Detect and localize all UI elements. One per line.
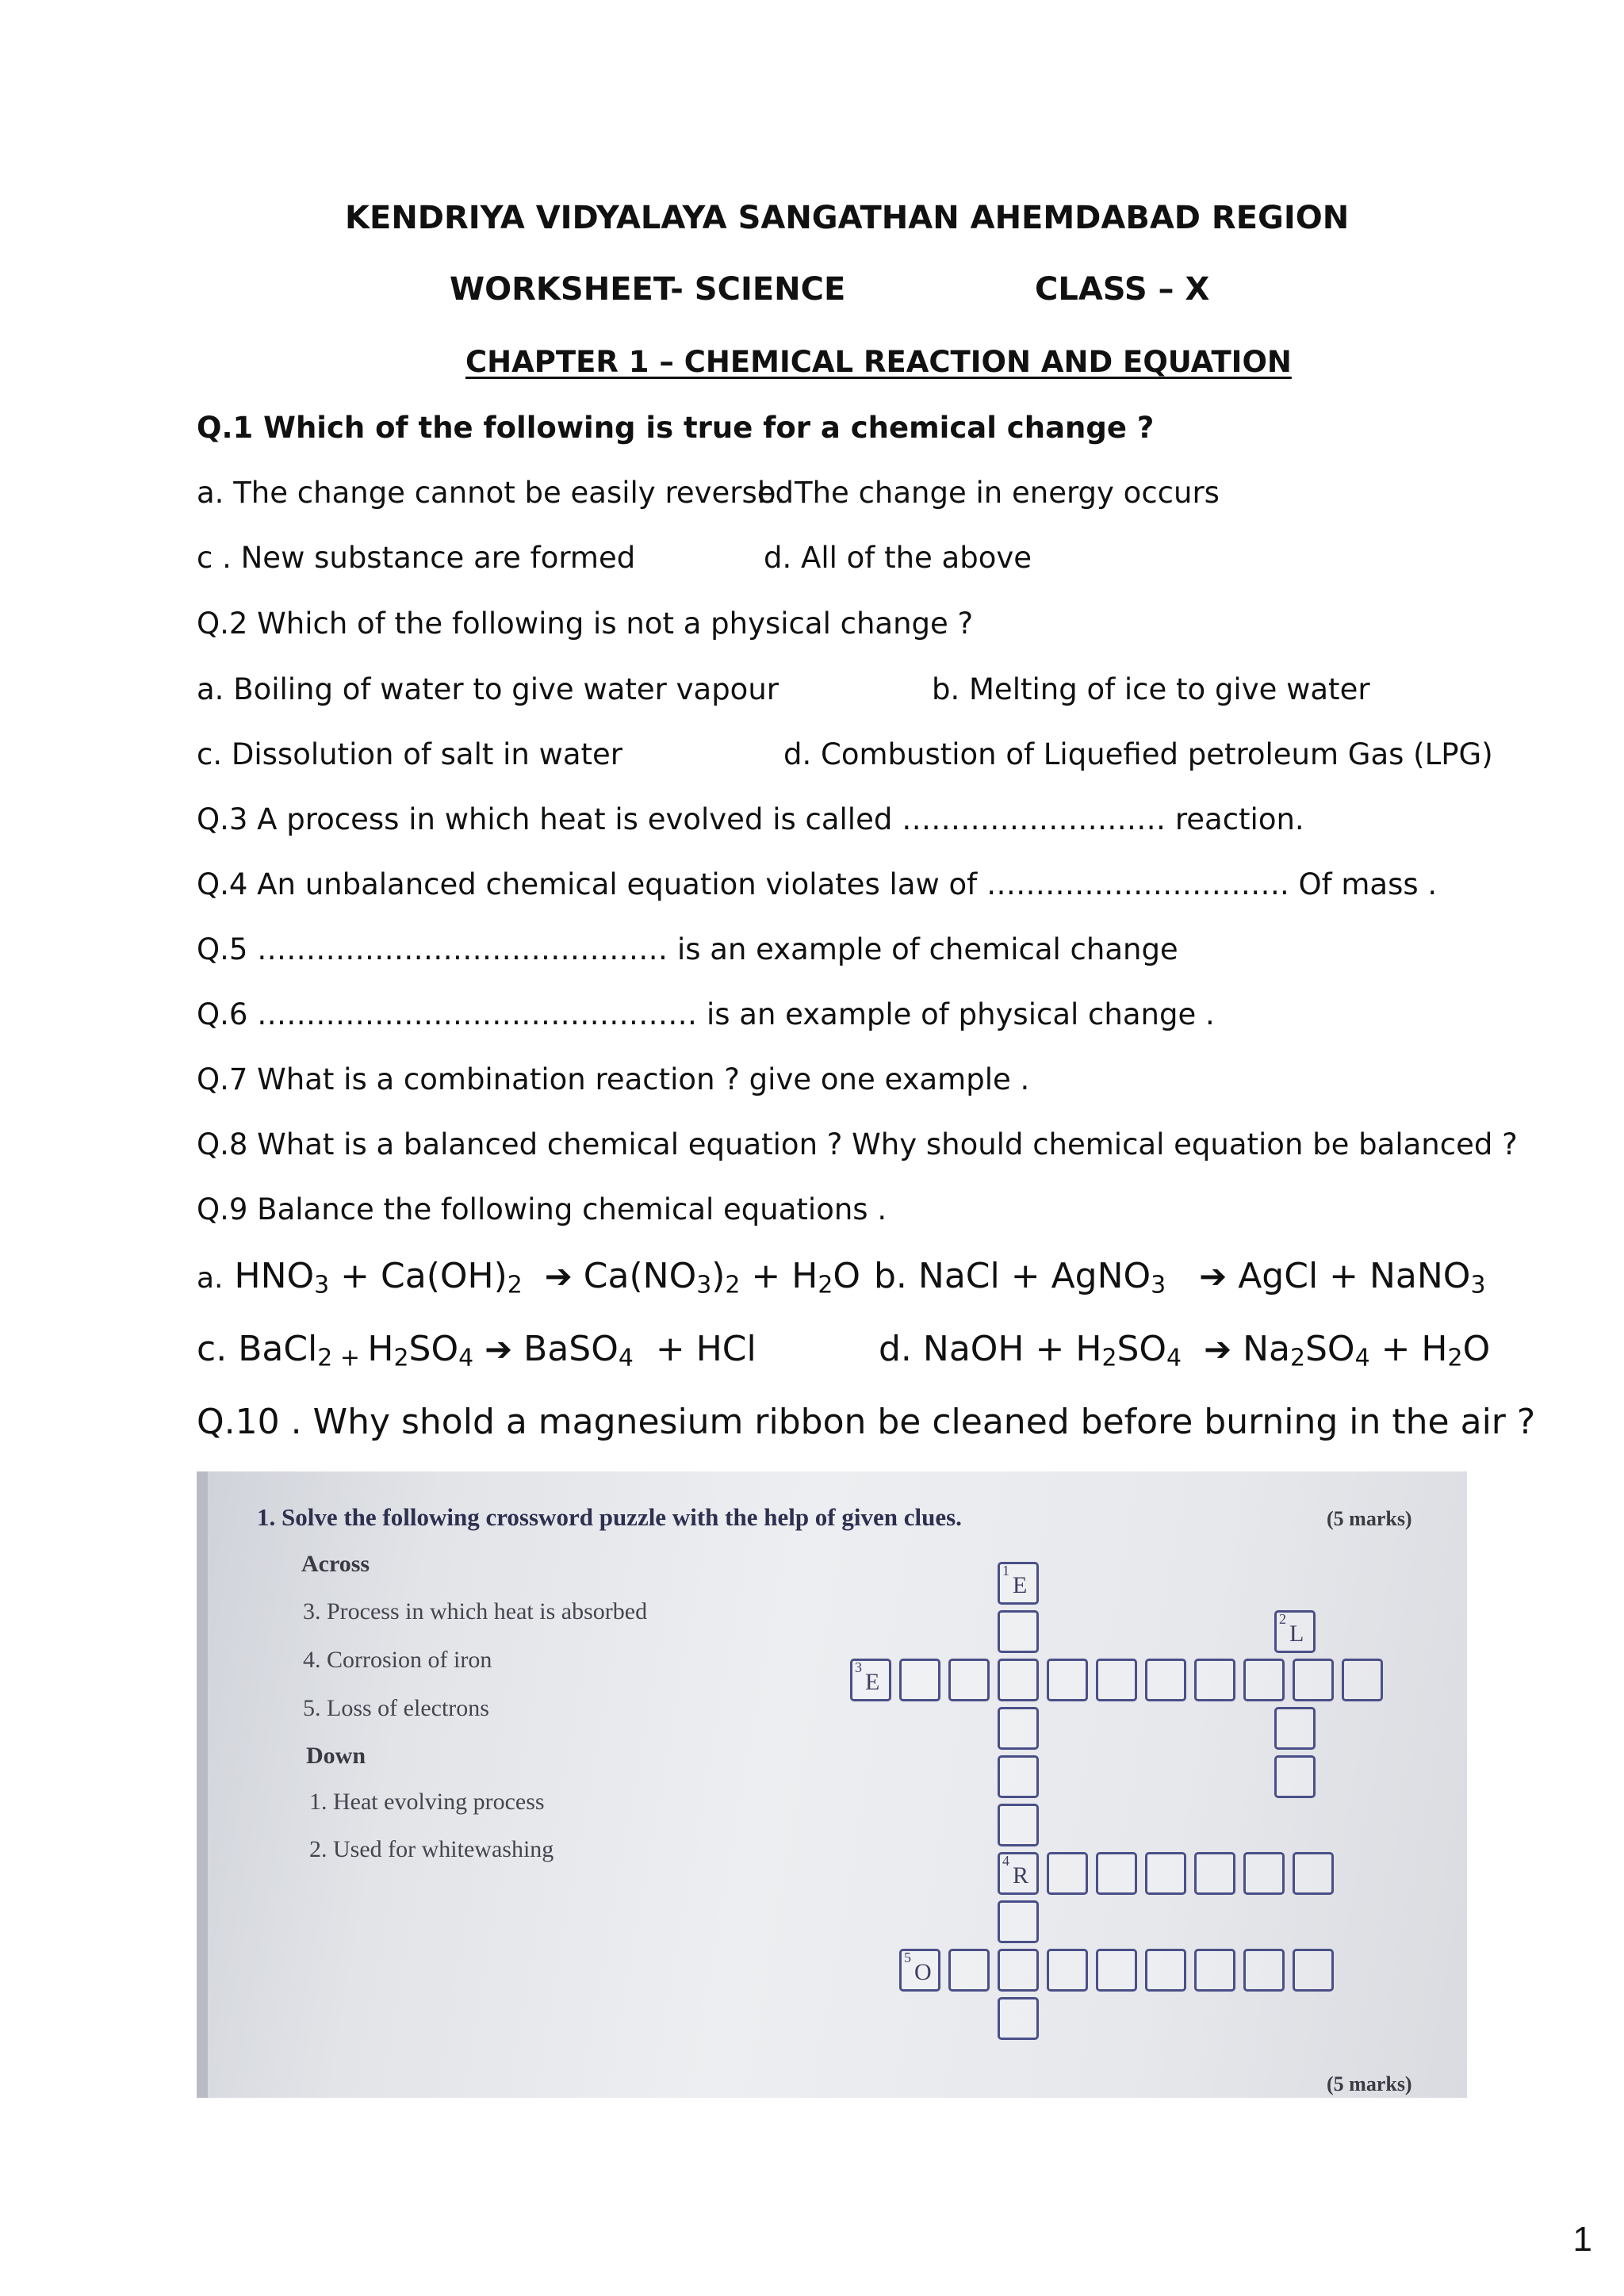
cell-letter-l: L <box>1289 1621 1304 1647</box>
across-clue-3: 3. Process in which heat is absorbed <box>303 1598 648 1624</box>
question-4: Q.4 An unbalanced chemical equation violates law of …………………………. Of mass . <box>197 867 1438 901</box>
cell-letter-o: O <box>914 1959 932 1985</box>
equation-c-formula: BaCl$_{2 +}$ $H_2SO_4$ ➔ BaSO$_4$ + HCl <box>238 1329 756 1372</box>
cell-letter-e: E <box>865 1669 880 1695</box>
question-10: Q.10 . Why shold a magnesium ribbon be cleaned before burning in the air ? <box>197 1402 1536 1442</box>
crossword-cell[interactable] <box>998 1900 1039 1943</box>
q1-option-c: c . New substance are formed <box>197 541 636 575</box>
crossword-cell[interactable] <box>1096 1659 1137 1701</box>
crossword-cell[interactable] <box>1145 1659 1186 1701</box>
crossword-cell[interactable] <box>1274 1755 1316 1798</box>
crossword-cell[interactable] <box>1194 1949 1235 1992</box>
question-6: Q.6 ……………………………………… is an example of physical change . <box>197 997 1215 1031</box>
class-title: CLASS – X <box>1035 271 1210 308</box>
equation-b-formula: NaCl + AgNO$_3$ ➔ AgCl + NaNO$_3$ <box>917 1256 1486 1299</box>
crossword-cell[interactable] <box>1274 1610 1316 1653</box>
question-5: Q.5 …………………………………… is an example of chemical change <box>197 932 1178 966</box>
crossword-title: 1. Solve the following crossword puzzle with the help of given clues. <box>257 1503 962 1531</box>
crossword-marks: (5 marks) <box>1327 1507 1412 1530</box>
cell-number-4: 4 <box>1002 1853 1009 1869</box>
crossword-cell[interactable] <box>998 1659 1039 1701</box>
question-3: Q.3 A process in which heat is evolved is called ……………………… reaction. <box>197 802 1304 836</box>
question-1: Q.1 Which of the following is true for a chemical change ? <box>197 411 1155 445</box>
crossword-cell[interactable] <box>1243 1949 1285 1992</box>
crossword-cell[interactable] <box>850 1659 891 1701</box>
equation-c-label: c. <box>197 1329 228 1369</box>
chapter-title: CHAPTER 1 – CHEMICAL REACTION AND EQUATION <box>465 345 1292 379</box>
q1-option-b: b. The change in energy occurs <box>757 476 1220 510</box>
equation-a-formula: $HNO_3 + Ca(OH)_2$ ➔ $Ca(NO_3)_2 + H_2O$ <box>234 1256 861 1299</box>
crossword-cell[interactable] <box>998 1949 1039 1992</box>
crossword-cell[interactable] <box>1274 1707 1316 1750</box>
crossword-photo <box>197 1471 1467 2098</box>
q2-option-c: c. Dissolution of salt in water <box>197 737 623 771</box>
equation-b-label: b. <box>874 1256 907 1296</box>
equation-b <box>874 1256 1486 1299</box>
crossword-cell[interactable] <box>1293 1949 1334 1992</box>
cell-letter-r: R <box>1013 1862 1029 1888</box>
photo-shadow-edge <box>197 1471 208 2098</box>
crossword-cell[interactable] <box>1194 1659 1235 1701</box>
crossword-cell[interactable] <box>1047 1659 1088 1701</box>
across-clue-5: 5. Loss of electrons <box>303 1695 489 1721</box>
equation-c <box>197 1329 756 1372</box>
crossword-cell[interactable] <box>998 1997 1039 2040</box>
question-7: Q.7 What is a combination reaction ? give one example . <box>197 1062 1030 1096</box>
crossword-cell[interactable] <box>1243 1852 1285 1895</box>
crossword-cell[interactable] <box>1145 1852 1186 1895</box>
crossword-cell[interactable] <box>1047 1949 1088 1992</box>
cell-letter-e: E <box>1013 1572 1028 1598</box>
across-clue-4: 4. Corrosion of iron <box>303 1647 492 1673</box>
crossword-cell[interactable] <box>948 1659 990 1701</box>
crossword-cell[interactable] <box>948 1949 990 1992</box>
question-8: Q.8 What is a balanced chemical equation ? Why should chemical equation be balanced ? <box>197 1127 1518 1161</box>
q2-option-d: d. Combustion of Liquefied petroleum Gas (LPG) <box>783 737 1493 771</box>
crossword-cell[interactable] <box>899 1949 940 1992</box>
crossword-cell[interactable] <box>998 1610 1039 1653</box>
page-number: 1 <box>1572 2220 1592 2259</box>
question-9: Q.9 Balance the following chemical equations . <box>197 1192 887 1226</box>
cell-number-5: 5 <box>904 1950 911 1965</box>
q2-option-a: a. Boiling of water to give water vapour <box>197 672 779 706</box>
crossword-cell[interactable] <box>1293 1659 1334 1701</box>
crossword-cell[interactable] <box>998 1804 1039 1846</box>
equation-d-label: d. <box>879 1329 912 1369</box>
crossword-cell[interactable] <box>1096 1852 1137 1895</box>
crossword-cell[interactable] <box>1243 1659 1285 1701</box>
crossword-cell[interactable] <box>899 1659 940 1701</box>
cell-number-2: 2 <box>1279 1611 1286 1627</box>
worksheet-title: WORKSHEET- SCIENCE <box>450 271 846 308</box>
crossword-cell[interactable] <box>998 1852 1039 1895</box>
org-title: KENDRIYA VIDYALAYA SANGATHAN AHEMDABAD REGION <box>345 200 1350 236</box>
crossword-cell[interactable] <box>1145 1949 1186 1992</box>
equation-a-label: a. <box>197 1262 224 1295</box>
q1-option-a: a. The change cannot be easily reversed <box>197 476 795 510</box>
cell-number-1: 1 <box>1002 1563 1009 1578</box>
crossword-cell[interactable] <box>1342 1659 1383 1701</box>
crossword-cell[interactable] <box>1194 1852 1235 1895</box>
crossword-cell[interactable] <box>998 1755 1039 1798</box>
question-2: Q.2 Which of the following is not a physical change ? <box>197 607 974 641</box>
crossword-cell[interactable] <box>998 1562 1039 1605</box>
cell-number-3: 3 <box>855 1659 862 1675</box>
down-clue-1: 1. Heat evolving process <box>309 1789 545 1815</box>
across-heading: Across <box>301 1551 370 1577</box>
crossword-cell[interactable] <box>1047 1852 1088 1895</box>
bottom-marks: (5 marks) <box>1327 2072 1412 2095</box>
crossword-cell[interactable] <box>998 1707 1039 1750</box>
equation-d <box>879 1329 1491 1372</box>
down-heading: Down <box>306 1743 366 1769</box>
down-clue-2: 2. Used for whitewashing <box>309 1836 554 1862</box>
equation-d-formula: NaOH + $H_2SO_4$ ➔ $Na_2SO_4 + H_2O$ <box>922 1329 1491 1372</box>
equation-a <box>197 1256 861 1299</box>
crossword-cell[interactable] <box>1293 1852 1334 1895</box>
q2-option-b: b. Melting of ice to give water <box>932 672 1370 706</box>
q1-option-d: d. All of the above <box>764 541 1032 575</box>
crossword-cell[interactable] <box>1096 1949 1137 1992</box>
